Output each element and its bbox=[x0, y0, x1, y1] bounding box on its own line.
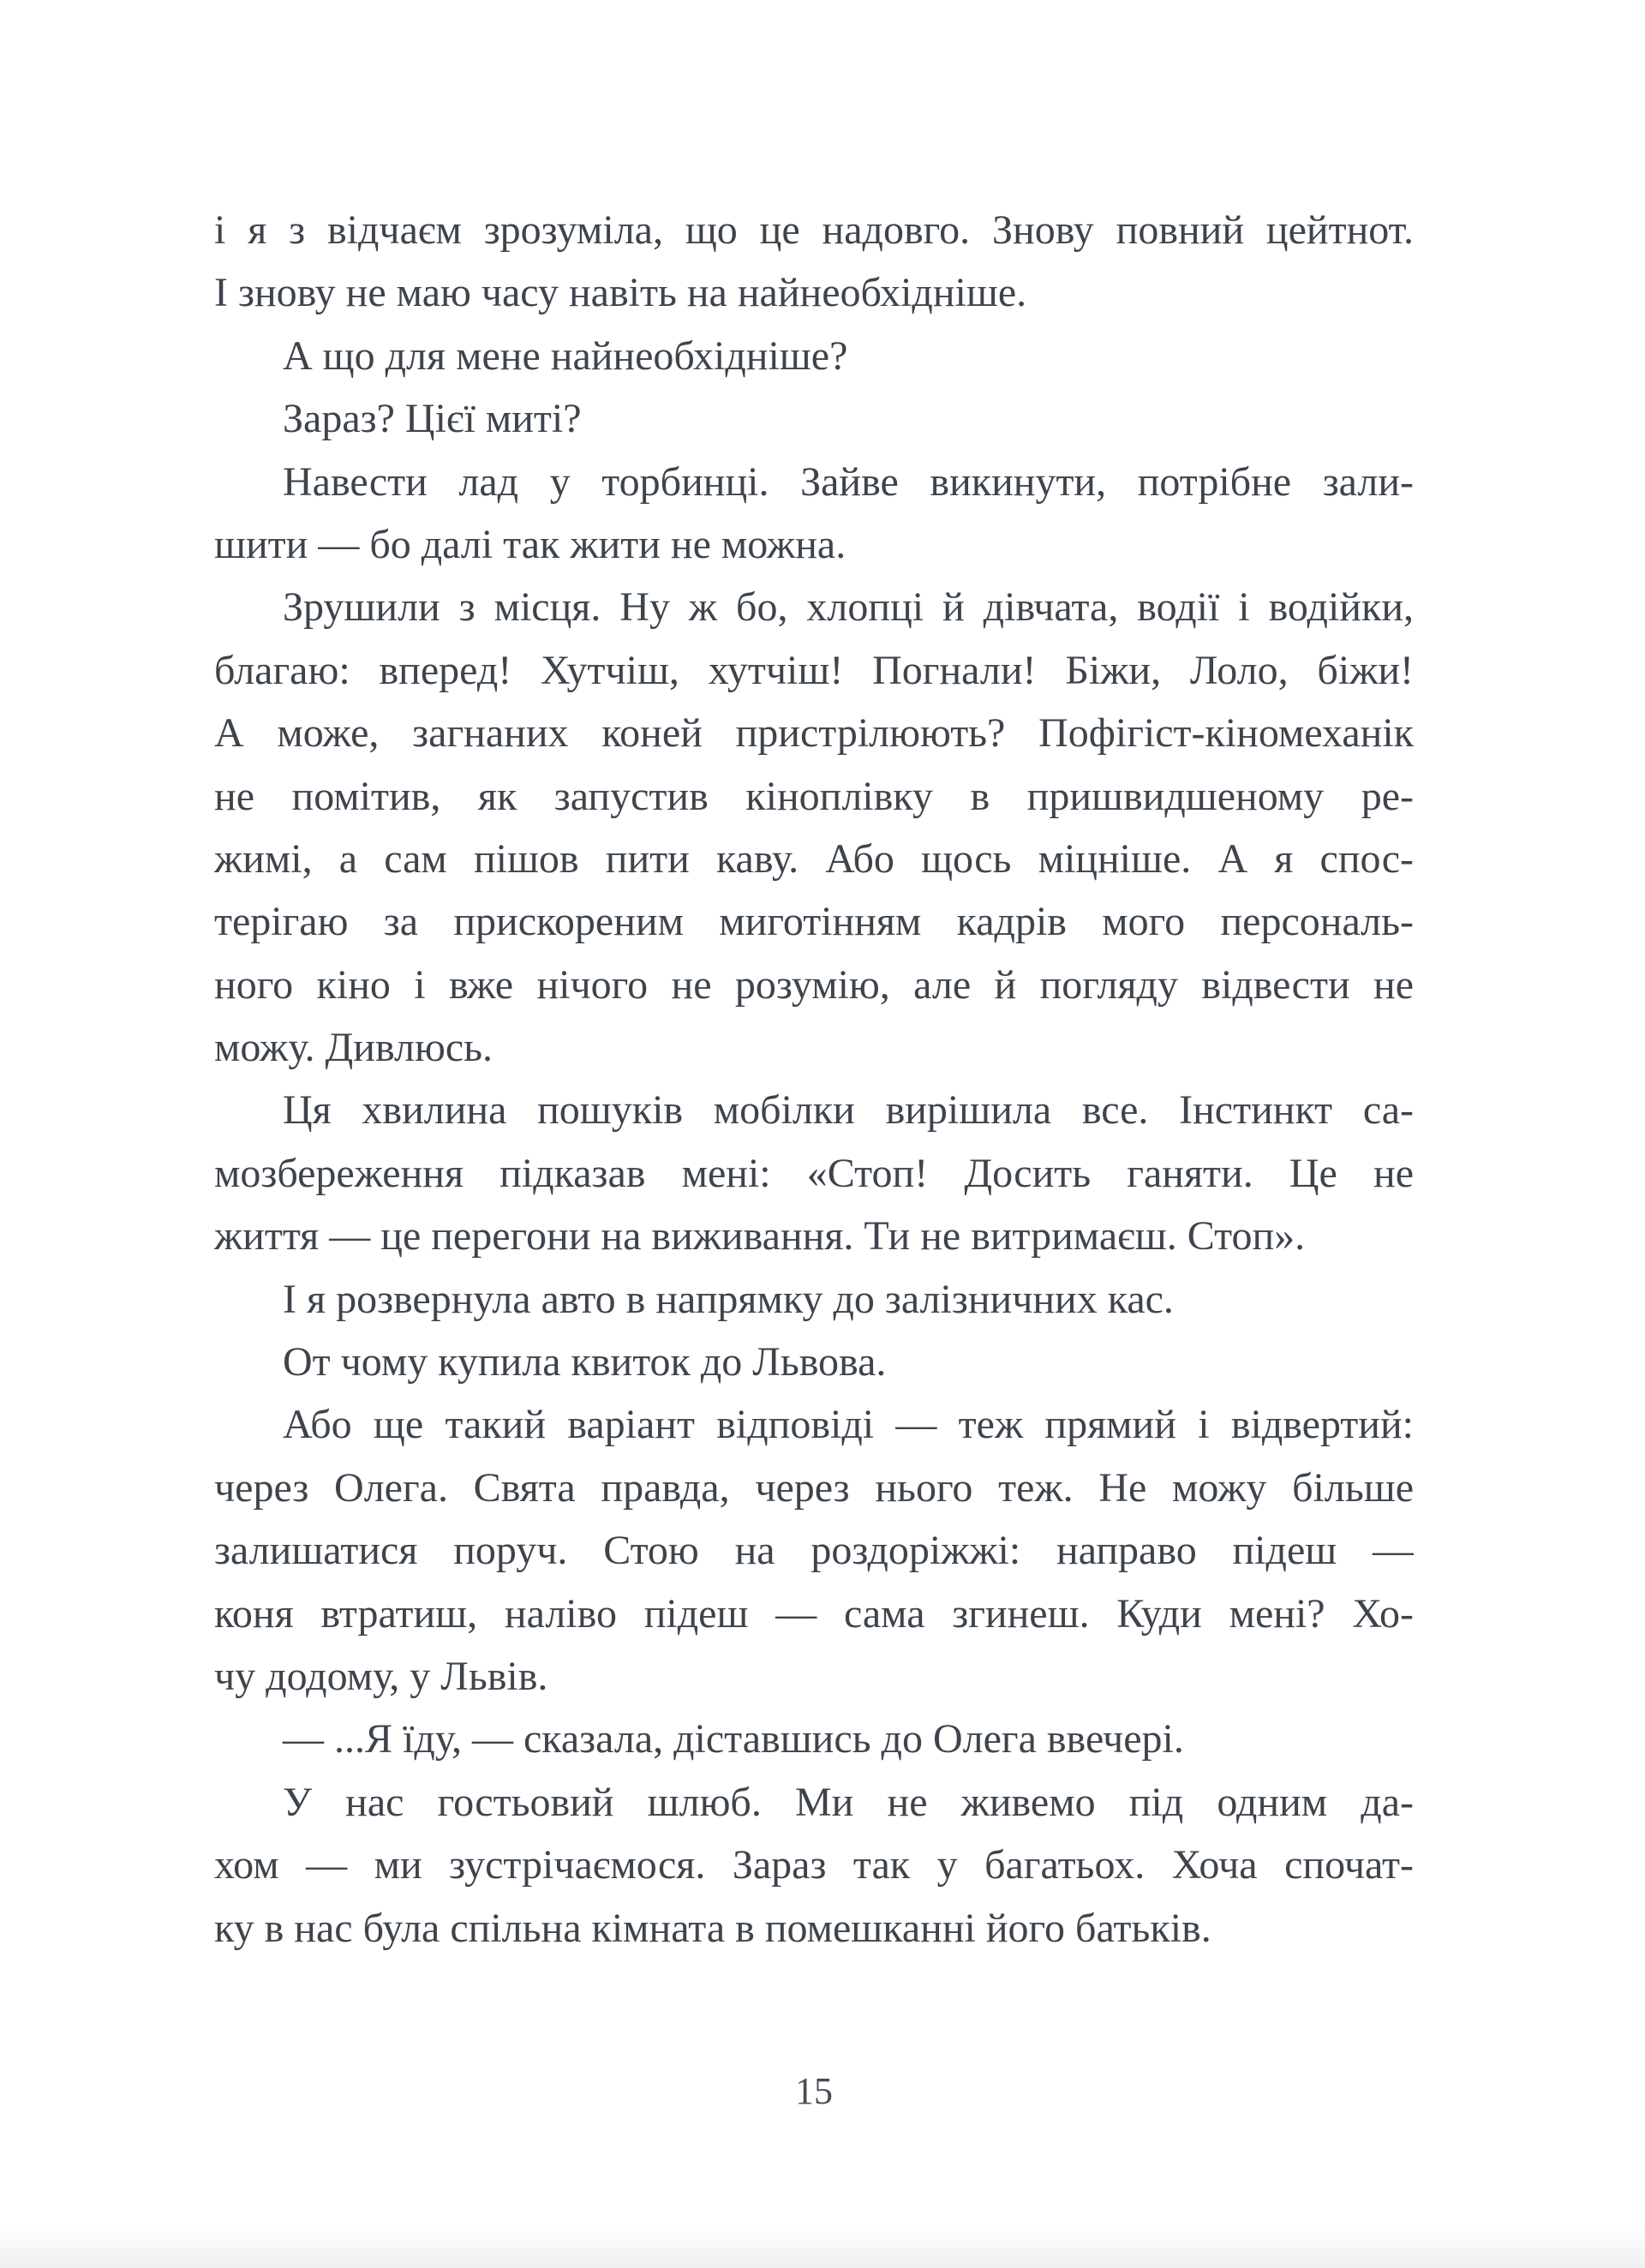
text-line: і я з відчаєм зрозуміла, що це надовго. Знову повний цейтнот. bbox=[214, 207, 1414, 253]
text-line: У нас гостьовий шлюб. Ми не живемо під одним да- bbox=[283, 1779, 1414, 1825]
text-line: ного кіно і вже нічого не розумію, але й погляду відвести не bbox=[214, 961, 1414, 1008]
text-line: залишатися поруч. Стою на роздоріжжі: направо підеш — bbox=[214, 1528, 1414, 1574]
page-bottom-shade bbox=[0, 2223, 1645, 2268]
text-line: через Олега. Свята правда, через нього теж. Не можу більше bbox=[214, 1464, 1414, 1511]
text-line: А може, загнаних коней пристрілюють? Пофігіст-кіномеханік bbox=[214, 710, 1414, 757]
text-line: Навести лад у торбинці. Зайве викинути, потрібне зали- bbox=[283, 458, 1414, 505]
text-line: можу. Дивлюсь. bbox=[214, 1025, 494, 1071]
text-line: чу додому, у Львів. bbox=[214, 1653, 548, 1699]
text-line: шити — бо далі так жити не можна. bbox=[214, 521, 846, 567]
text-line: коня втратиш, наліво підеш — сама згинеш. Куди мені? Хо- bbox=[214, 1590, 1414, 1637]
text-line: не помітив, як запустив кіноплівку в пришвидшеному ре- bbox=[214, 773, 1414, 819]
text-line: життя — це перегони на виживання. Ти не витримаєш. Стоп». bbox=[214, 1213, 1306, 1260]
text-line: Або ще такий варіант відповіді — теж прямий і відвертий: bbox=[283, 1402, 1414, 1448]
text-line: А що для мене найнеобхідніше? bbox=[283, 332, 848, 379]
page-number: 15 bbox=[795, 2070, 833, 2112]
text-line: жимі, а сам пішов пити каву. Або щось міцніше. А я спос- bbox=[214, 835, 1414, 882]
text-line: І я розвернула авто в напрямку до залізничних кас. bbox=[283, 1276, 1174, 1322]
text-line: — ...Я їду, — сказала, діставшись до Олега ввечері. bbox=[283, 1716, 1184, 1762]
text-line: терігаю за прискореним миготінням кадрів мого персональ- bbox=[214, 899, 1414, 945]
text-line: І знову не маю часу навіть на найнеобхідніше. bbox=[214, 270, 1027, 316]
text-line: ку в нас була спільна кімната в помешканні його батьків. bbox=[214, 1905, 1211, 1951]
text-line: благаю: вперед! Хутчіш, хутчіш! Погнали! Біжи, Лоло, біжи! bbox=[214, 647, 1414, 693]
text-line: Зрушили з місця. Ну ж бо, хлопці й дівчата, водії і водійки, bbox=[283, 584, 1414, 631]
text-line: Зараз? Цієї миті? bbox=[283, 396, 582, 442]
text-line: мозбереження підказав мені: «Стоп! Досить ганяти. Це не bbox=[214, 1150, 1414, 1196]
text-line: От чому купила квиток до Львова. bbox=[283, 1339, 887, 1385]
text-block bbox=[214, 199, 1414, 1960]
text-line: Ця хвилина пошуків мобілки вирішила все. Інстинкт са- bbox=[283, 1087, 1414, 1134]
text-line: хом — ми зустрічаємося. Зараз так у багатьох. Хоча спочат- bbox=[214, 1842, 1414, 1888]
